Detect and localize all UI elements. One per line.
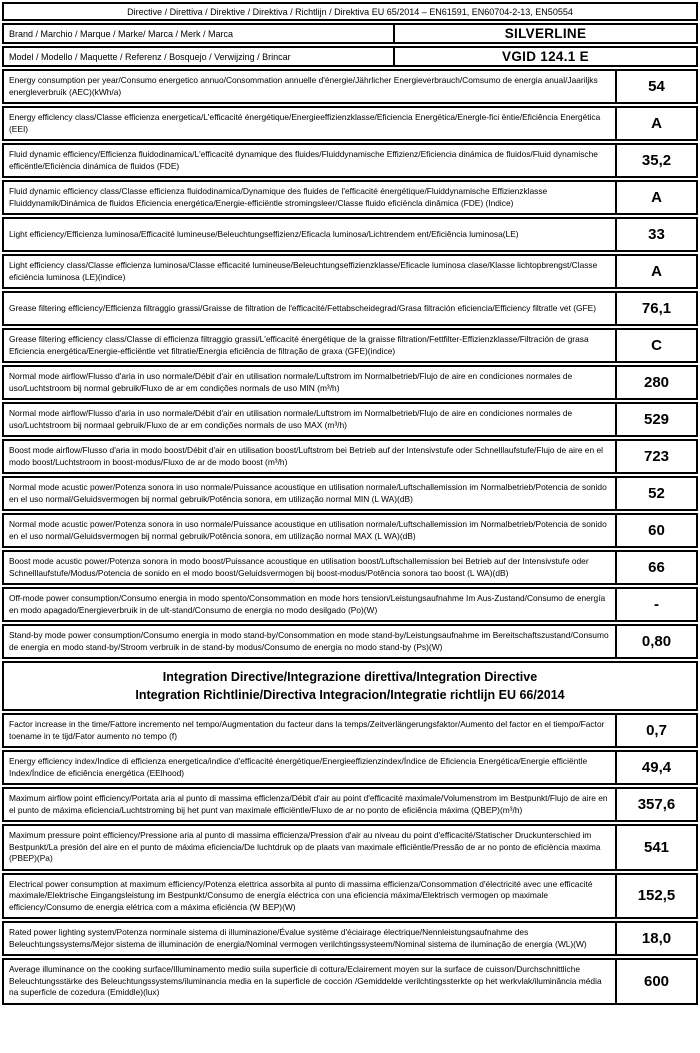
row-label: Fluid dynamic efficiency/Efficienza fluidodinamica/L'efficacité dynamique des fluides/Fluiddynamische Effizienz/Eficiencia dinámica de fluidos/Fluid dynamische efficëntle/Eficiència dinámica de fluidos (FDE)	[4, 145, 617, 176]
table-row	[2, 873, 698, 920]
row-value: 52	[648, 485, 665, 502]
table-row	[2, 180, 698, 215]
row-label: Light efficiency class/Classe efficienza luminosa/Classe efficacité lumineuse/Beleuchtungseffizienzklasse/Eficacle luminosa clase/Klasse lichtopbrengst/Classe eficiéncia luminosa (LE)(indice)	[4, 256, 617, 287]
row-value: 529	[643, 411, 670, 428]
row-label: Fluid dynamic efficiency class/Classe efficienza fluidodinamica/Dynamique des fluides de l'efficacité énergétique/Fluiddynamische Effizienzklasse Fluiddynamik/Dinámica de fluidos Eficiencia energética/Energie-efficiëntle stromingsleer/Classe fluido eficiëncla dinâmica (FDE) (Indice)	[4, 182, 617, 213]
row-value: 35,2	[641, 152, 672, 169]
row-value: 152,5	[637, 887, 676, 905]
model-row	[2, 46, 698, 67]
row-label: Maximum airflow point efficiency/Portata aria al punto di massima efficlenza/Débit d'air au point d'efficacité maximale/Volumenstrom im Bestpunkt/Flujo de aire en el punto de máxima eficiencia/Luchtstroming bij het punt van maximale efficiëntle/Fluxo de ar no ponto de eficiência máxima (QBEP)(m³/h)	[4, 789, 617, 820]
table-row	[2, 143, 698, 178]
section-header-row	[2, 661, 698, 711]
row-value: 66	[648, 559, 665, 576]
table-row	[2, 750, 698, 785]
row-value: 33	[648, 226, 665, 243]
table-row	[2, 787, 698, 822]
table-row	[2, 402, 698, 437]
directive-row	[2, 2, 698, 21]
row-value: 600	[643, 972, 670, 990]
row-label: Light efficiency/Efficienza luminosa/Efficacité lumineuse/Beleuchtungseffizienz/Eficacla luminosa/Lichtrendem ent/Eficiência luminosa(LE)	[4, 219, 617, 250]
row-label: Normal mode airflow/Flusso d'aria in uso normale/Débit d'air en utilisation normale/Luftstrom im Normalbetrieb/Flujo de aire en condiciones normales de uso/Luchtstroom bij normal gebruik/Fluxo de ar em condições normals de uso MIN (m³/h)	[4, 367, 617, 398]
row-label: Normal mode acustic power/Potenza sonora in uso normale/Puissance acoustique en utilisation normale/Luftschallemission im Normalbetrieb/Potencia de sonido en el uso normal/Geluidsvermogen bij normal gebruik/Potência sonora, em utilização normal MAX (L WA)(dB)	[4, 515, 617, 546]
table-row	[2, 713, 698, 748]
table-row	[2, 69, 698, 104]
row-label: Normal mode acustic power/Potenza sonora in uso normale/Puissance acoustique en utilisation normale/Luftschallemission im Normalbetrieb/Potencia de sonido en el uso normal/Geluidsvermogen bij normal gebruik/Potência sonora, em utilização normal MIN (L WA)(dB)	[4, 478, 617, 509]
row-value: 0,7	[646, 722, 667, 739]
row-value: 60	[648, 522, 665, 539]
row-label: Rated power lighting system/Potenza norminale sistema di illuminazione/Évalue système d'éciairage électrique/Nennleistungsaufnahme des Beleuchtungssystems/Mejor sistema de illuminación de energia/Nominal vermogen verilchtingssysteem/Nominal sistema de iluminação de energia (WL)(W)	[4, 923, 617, 954]
row-label: Grease filtering efficiency/Efficienza filtraggio grassi/Graisse de filtration de l'efficacité/Fettabscheidegrad/Grasa filtración eficiencia/Efficiency filtratle vet (GFE)	[4, 293, 617, 324]
brand-value: SILVERLINE	[504, 26, 587, 41]
row-value: 76,1	[641, 300, 672, 317]
model-label: Model / Modello / Maquette / Referenz / Bosquejo / Verwijzing / Brincar	[4, 48, 395, 65]
table-row	[2, 624, 698, 659]
table-row	[2, 291, 698, 326]
row-label: Stand-by mode power consumption/Consumo energia in modo stand-by/Consommation en mode stand-by/Leistungsaufnahme im Bereitschaftszustand/Consumo de energia en modo stand-by/Stroom verbruik in de stand-by modus/Consumo de energia no modo stand-by (Ps)(W)	[4, 626, 617, 657]
table-row	[2, 254, 698, 289]
table-row	[2, 824, 698, 871]
row-value: 541	[643, 838, 670, 856]
table-row	[2, 328, 698, 363]
row-label: Energy consumption per year/Consumo energetico annuo/Consommation annuelle d'énergie/Jährlicher Energieverbrauch/Comsumo de energia anual/Jaariljks energleverbruik (AEC)(kWh/a)	[4, 71, 617, 102]
directive-text: Directive / Direttiva / Direktive / Direktiva / Richtlijn / Direktiva EU 65/2014 – EN61591, EN60704-2-13, EN50554	[127, 6, 573, 17]
table-row	[2, 921, 698, 956]
row-label: Maximum pressure point efficiency/Pressione aria al punto di massima efficienza/Pression d'air au niveau du point d'efficacité/Statischer Druckunterschied im Bestpunkt/La presión del aire en el punto de máxima eficiencia/De luchtdruk op de plaats van maximale efficiëntle/Pressão de ar no ponto de eficiència maxima (PBEP)(Pa)	[4, 826, 617, 869]
row-label: Grease filtering efficiency class/Classe di efficienza filtraggio grassi/L'efficacité énergétique de la graisse filtration/Fettfilter-Effizienzklasse/Filtración de grasa Eficiencia energética/Energie-efficiëntle vet filtratie/Energia eficiência de filtração de graxa (GFE)(indice)	[4, 330, 617, 361]
table-row	[2, 106, 698, 141]
model-value: VGID 124.1 E	[502, 49, 589, 64]
brand-label: Brand / Marchio / Marque / Marke/ Marca / Merk / Marca	[4, 25, 395, 42]
row-label: Energy efficlency class/Classe efficienza energetica/L'efficacité énergétique/Energieeffizienzklasse/Eficiencia Energética/Energle-fici ëntie/Eficiência Energética (EEI)	[4, 108, 617, 139]
row-value: 18,0	[641, 930, 672, 947]
row-label: Boost mode acustic power/Potenza sonora in modo boost/Puissance acoustique en utilisation boost/Luftschallemission bei Betrieb auf der Intensivstufe oder Schnelllaufstufe/Modus/Potencia de sonido en el modo boost/Geluidsvermogen bij boost-modus/Potência sonora tao boost (L WA)(dB)	[4, 552, 617, 583]
row-label: Energy efficiency index/Indice di efficienza energetica/indice d'efficacité énergétique/Energieeffizienzindex/Índice de Eficiencia Energética/Energie efficiëntle Index/Índice de eficiência energética (EElhood)	[4, 752, 617, 783]
row-label: Boost mode airflow/Flusso d'aria in modo boost/Débit d'air en utilisation boost/Luftstrom bei Betrieb auf der Intensivstufe oder Schnelllaufstufe/Flujo de aire en el modo boost/Luchtstroom in boost-modus/Fluxo de ar de modo boost (m³/h)	[4, 441, 617, 472]
table-row	[2, 513, 698, 548]
section-header-line: Integration Richtlinie/Directiva Integracion/Integratie richtlijn EU 66/2014	[135, 688, 565, 702]
row-value: -	[654, 596, 659, 613]
row-value: 723	[643, 448, 670, 465]
row-label: Factor increase in the time/Fattore incremento nel tempo/Augmentation du facteur dans la temps/Zeitverlängerungsfaktor/Aumento del factor en el tiempo/Factor toename in te tijd/Fator aumento no tempo (f)	[4, 715, 617, 746]
table-row	[2, 365, 698, 400]
row-value: A	[651, 115, 662, 132]
row-value: A	[651, 189, 662, 206]
brand-row	[2, 23, 698, 44]
row-label: Normal mode airflow/Flusso d'aria in uso normale/Débit d'air en utilisation normale/Luftstrom im Normalbetrieb/Flujo de aire en condiciones normales de uso/Luchtstroom bij normaal gebruik/Fluxo de ar em condições normals de uso MAX (m³/h)	[4, 404, 617, 435]
table-row	[2, 958, 698, 1005]
row-value: 49,4	[641, 759, 672, 776]
row-value: 0,80	[641, 633, 672, 650]
spec-rows	[2, 69, 698, 1005]
section-header-line: Integration Directive/Integrazione direttiva/Integration Directive	[162, 670, 538, 684]
row-value: 357,6	[637, 796, 676, 813]
row-value: 54	[648, 78, 665, 95]
table-row	[2, 217, 698, 252]
table-row	[2, 476, 698, 511]
row-label: Off-mode power consumption/Consumo energia in modo spento/Consommation en mode hors tension/Leistungsaufnahme Im Aus-Zustand/Consumo de energía en modo apagado/Energieverbruik in de ult-stand/Consumo de energia no modo desilgado (Po)(W)	[4, 589, 617, 620]
row-value: A	[651, 263, 662, 280]
row-label: Electrical power consumption at maximum efficiency/Potenza elettrica assorbita al punto di massima efficienza/Consommation d'électricité avec une efficacité maximale/Elektrische Eingangsleistung im Bestpunkt/Consumo de energía eléctrica con una eficiencia máxima/Elektrisch vermogen op maximale efficiency/Consumo de energia elétrica com a máxima eficiència (W BEP)(W)	[4, 875, 617, 918]
row-value: C	[651, 337, 662, 354]
row-value: 280	[643, 374, 670, 391]
table-row	[2, 550, 698, 585]
row-label: Average illuminance on the cooking surface/Illuminamento medio suila superficie di cottura/Eclairement moyen sur la surface de cuisson/Durchschnittliche Beleuchtungsstärke des Beleuchtungssystems/iluminancia media en la superficle de cocción /Gemiddelde verilchtingssterkte op het werkvlak/iluminância média na superficle de cozedura (Emiddle)(lux)	[4, 960, 617, 1003]
table-row	[2, 587, 698, 622]
table-row	[2, 439, 698, 474]
